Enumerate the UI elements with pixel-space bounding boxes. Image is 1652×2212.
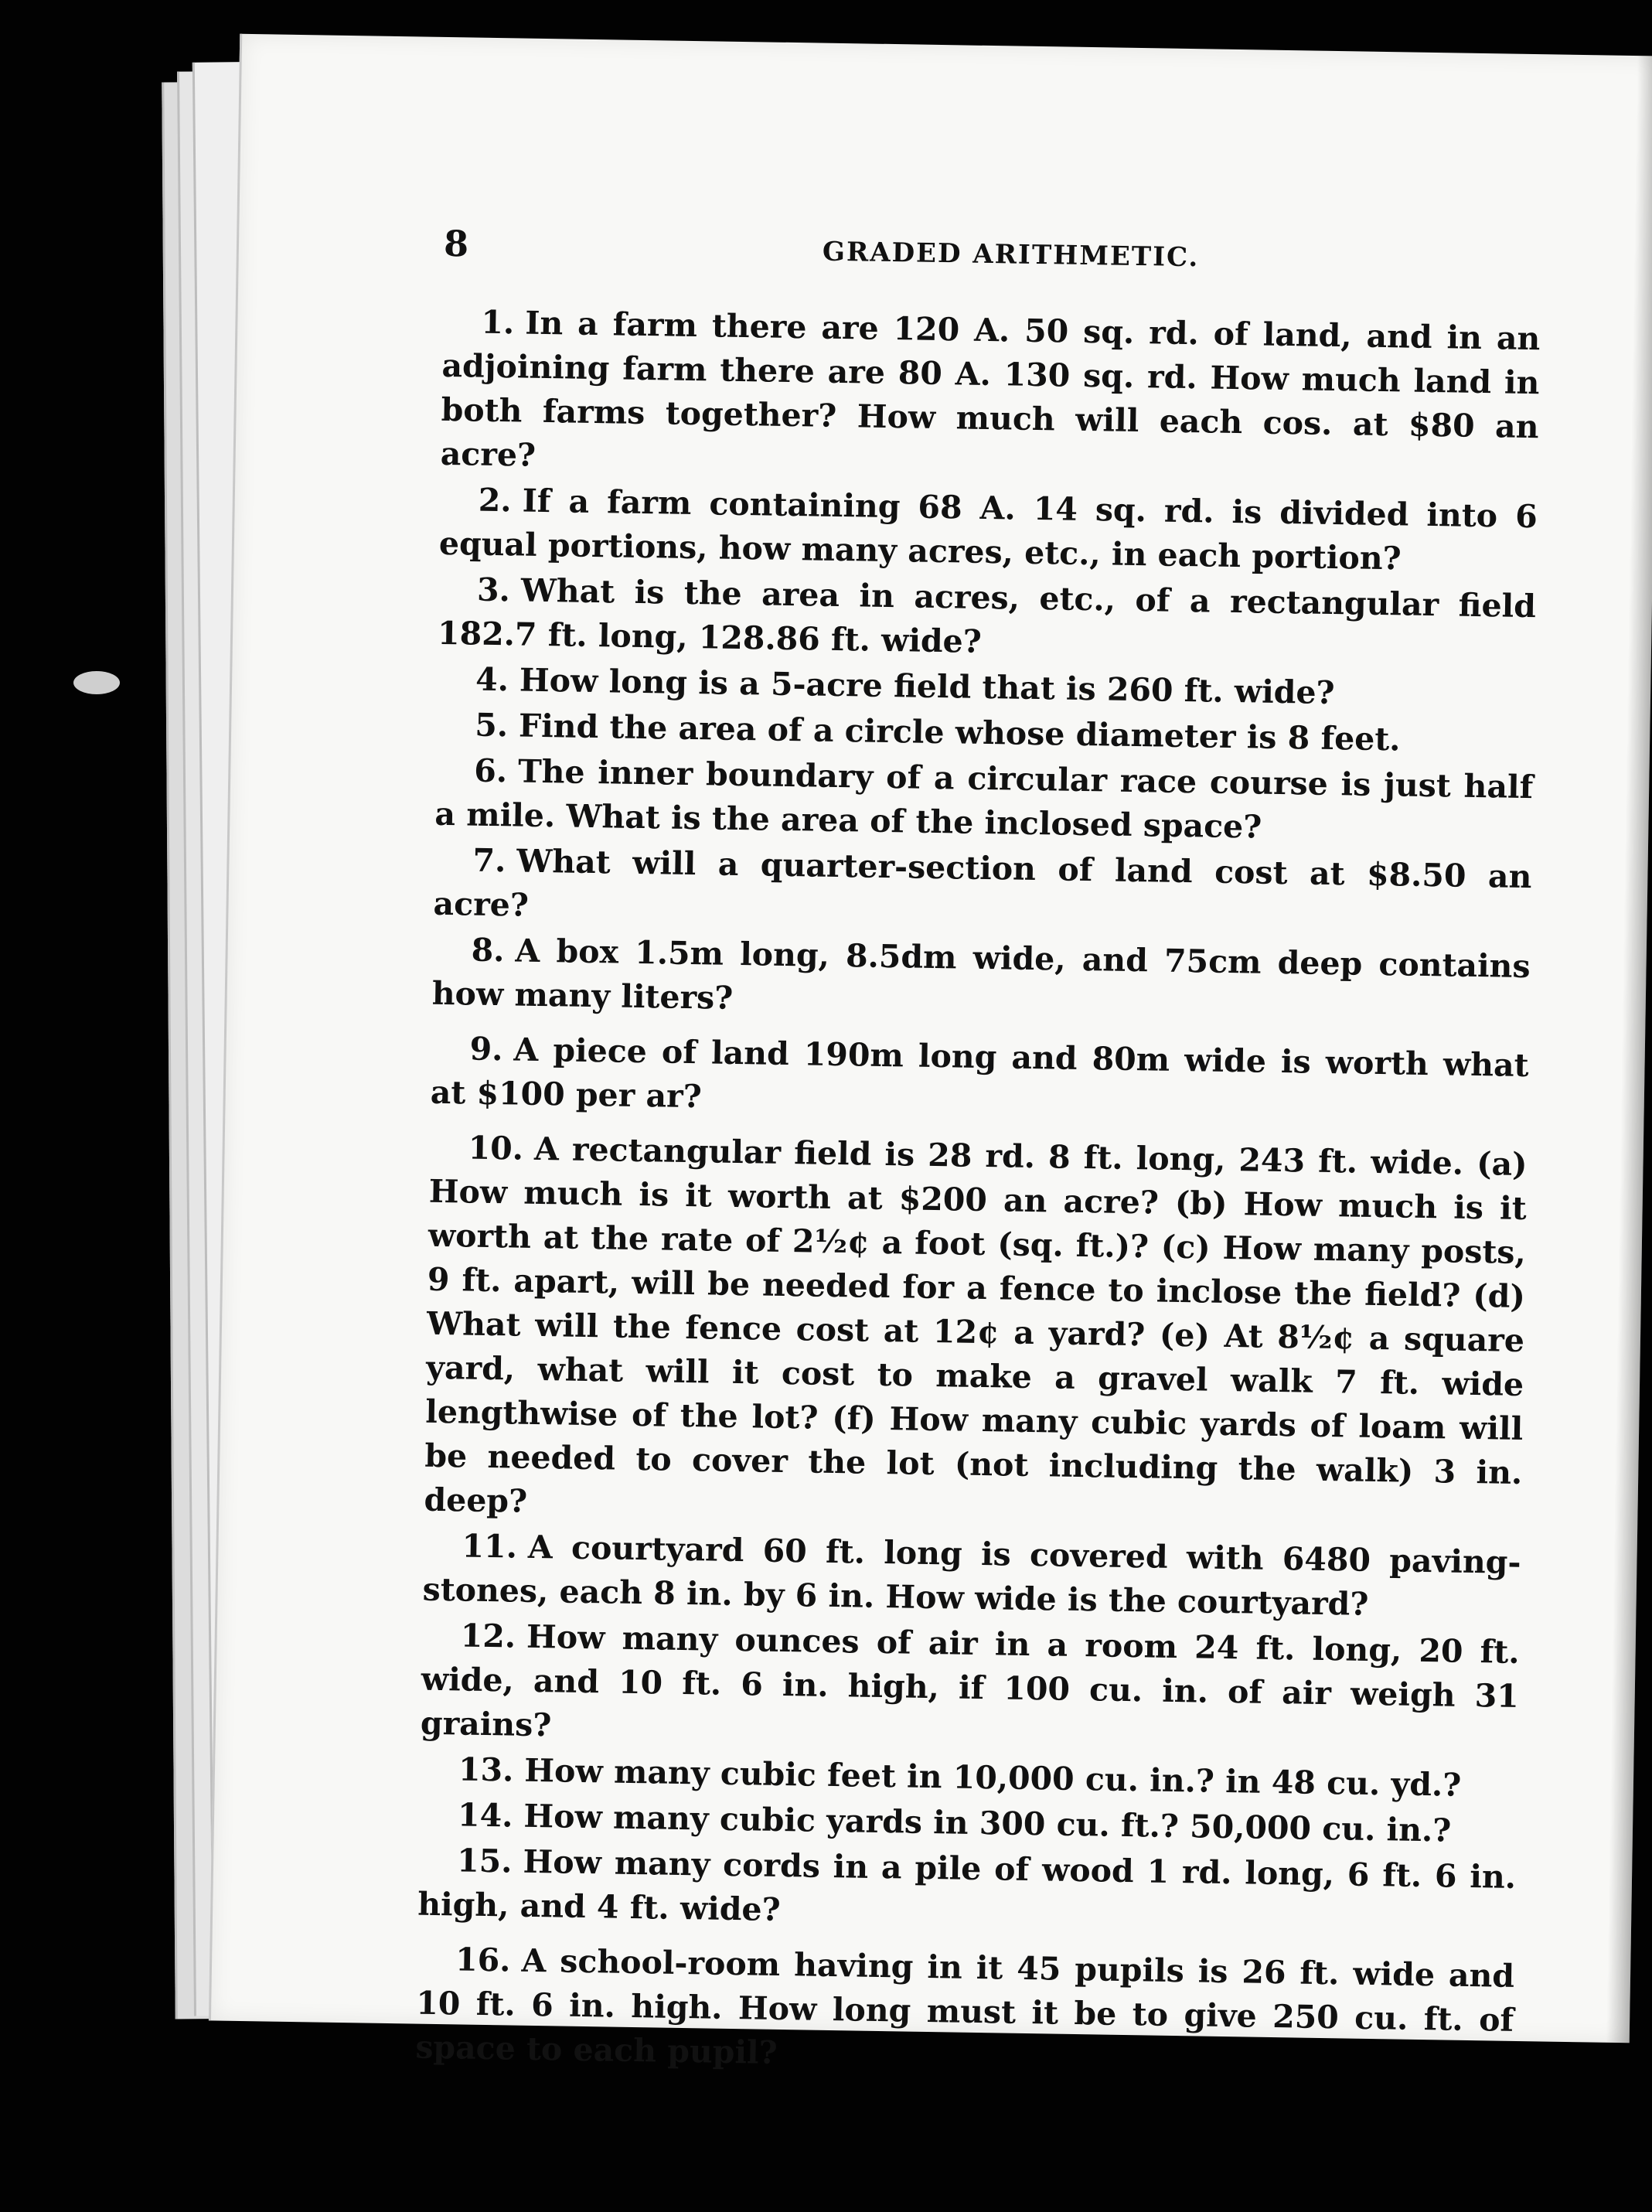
scan-speck <box>73 671 120 694</box>
problem-text: What is the area in acres, etc., of a rectangular field 182.7 ft. long, 128.86 ft. wide? <box>437 571 1537 660</box>
problem-number: 5. <box>474 706 509 745</box>
problem-number: 13. <box>458 1750 514 1789</box>
problem-11 <box>422 1524 1521 1629</box>
problem-number: 11. <box>462 1527 518 1566</box>
problem-text: Find the area of a circle whose diameter is 8 feet. <box>518 707 1401 758</box>
problem-text: If a farm containing 68 A. 14 sq. rd. is divided into 6 equal portions, how many acres, etc., in each portion? <box>438 482 1538 578</box>
problem-text: How many cubic yards in 300 cu. ft.? 50,000 cu. in.? <box>523 1797 1452 1849</box>
problem-text: How many cords in a pile of wood 1 rd. long, 6 ft. 6 in. high, and 4 ft. wide? <box>417 1842 1517 1929</box>
problem-6 <box>434 748 1534 854</box>
problem-1 <box>440 300 1540 493</box>
problem-text: What will a quarter-section of land cost at $8.50 an acre? <box>433 842 1532 924</box>
problem-text: A box 1.5m long, 8.5dm wide, and 75cm deep contains how many liters? <box>431 932 1531 1017</box>
book-page <box>209 34 1652 2071</box>
problem-number: 8. <box>471 931 505 970</box>
problem-text: A rectangular field is 28 rd. 8 ft. long, 243 ft. wide. (a) How much is it worth at $200 an acre? (b) How much is it worth at the rate of 2½¢ a foot (sq. ft.)? (c) How many posts, 9 ft. apart, will be needed for a fence to inclose the field? (d) What will the fence cost at 12¢ a yard? (e) At 8½¢ a square yard, what will it cost to make a gravel walk 7 ft. wide lengthwise of the lot? (f) How many cubic yards of loam will be needed to cover the lot (not including the walk) 3 in. deep? <box>424 1130 1528 1520</box>
problem-number: 14. <box>457 1796 513 1835</box>
problem-2 <box>439 478 1538 583</box>
problem-text: How many cubic feet in 10,000 cu. in.? in 48 cu. yd.? <box>524 1751 1462 1804</box>
page-gutter-shadow <box>1606 56 1652 2043</box>
problem-number: 16. <box>455 1941 511 1979</box>
problem-number: 3. <box>476 571 511 609</box>
problem-text: A piece of land 190m long and 80m wide is worth what at $100 per ar? <box>430 1031 1529 1116</box>
problem-12 <box>421 1614 1521 1763</box>
problem-3 <box>438 567 1537 673</box>
problem-number: 4. <box>475 660 509 699</box>
problem-number: 6. <box>473 752 508 790</box>
problem-number: 15. <box>456 1842 513 1880</box>
problem-15 <box>417 1839 1517 1944</box>
problem-9 <box>430 1027 1529 1132</box>
problem-text: How many ounces of air in a room 24 ft. long, 20 ft. wide, and 10 ft. 6 in. high, if 100 cu. in. of air weigh 31 grains? <box>420 1617 1520 1744</box>
book-title: GRADED ARITHMETIC. <box>822 236 1200 274</box>
running-head <box>443 223 1541 294</box>
problem-text: A school-room having in it 45 pupils is 26 ft. wide and 10 ft. 6 in. high. How long must it be to give 250 cu. ft. of space to each pupil? <box>415 1941 1515 2071</box>
problem-text: A courtyard 60 ft. long is covered with 6480 paving-stones, each 8 in. by 6 in. How wide is the courtyard? <box>422 1528 1521 1623</box>
problem-number: 10. <box>468 1129 524 1167</box>
page-number: 8 <box>443 222 469 265</box>
page-content <box>415 223 1541 2088</box>
problem-number: 2. <box>478 481 513 520</box>
problem-16 <box>415 1938 1515 2087</box>
problem-number: 1. <box>481 303 515 342</box>
problem-text: The inner boundary of a circular race course is just half a mile. What is the area of the inclosed space? <box>434 752 1534 846</box>
problem-number: 12. <box>460 1617 516 1655</box>
problem-10 <box>424 1126 1528 1539</box>
problem-number: 7. <box>472 841 506 880</box>
problem-text: In a farm there are 120 A. 50 sq. rd. of land, and in an adjoining farm there are 80 A. 130 sq. rd. How much land in both farms together? How much will each cos. at $80 an acre? <box>440 304 1541 474</box>
problem-7 <box>433 838 1532 943</box>
problem-text: How long is a 5-acre field that is 260 ft. wide? <box>519 661 1335 712</box>
problem-8 <box>431 928 1531 1033</box>
problem-number: 9. <box>469 1030 503 1069</box>
